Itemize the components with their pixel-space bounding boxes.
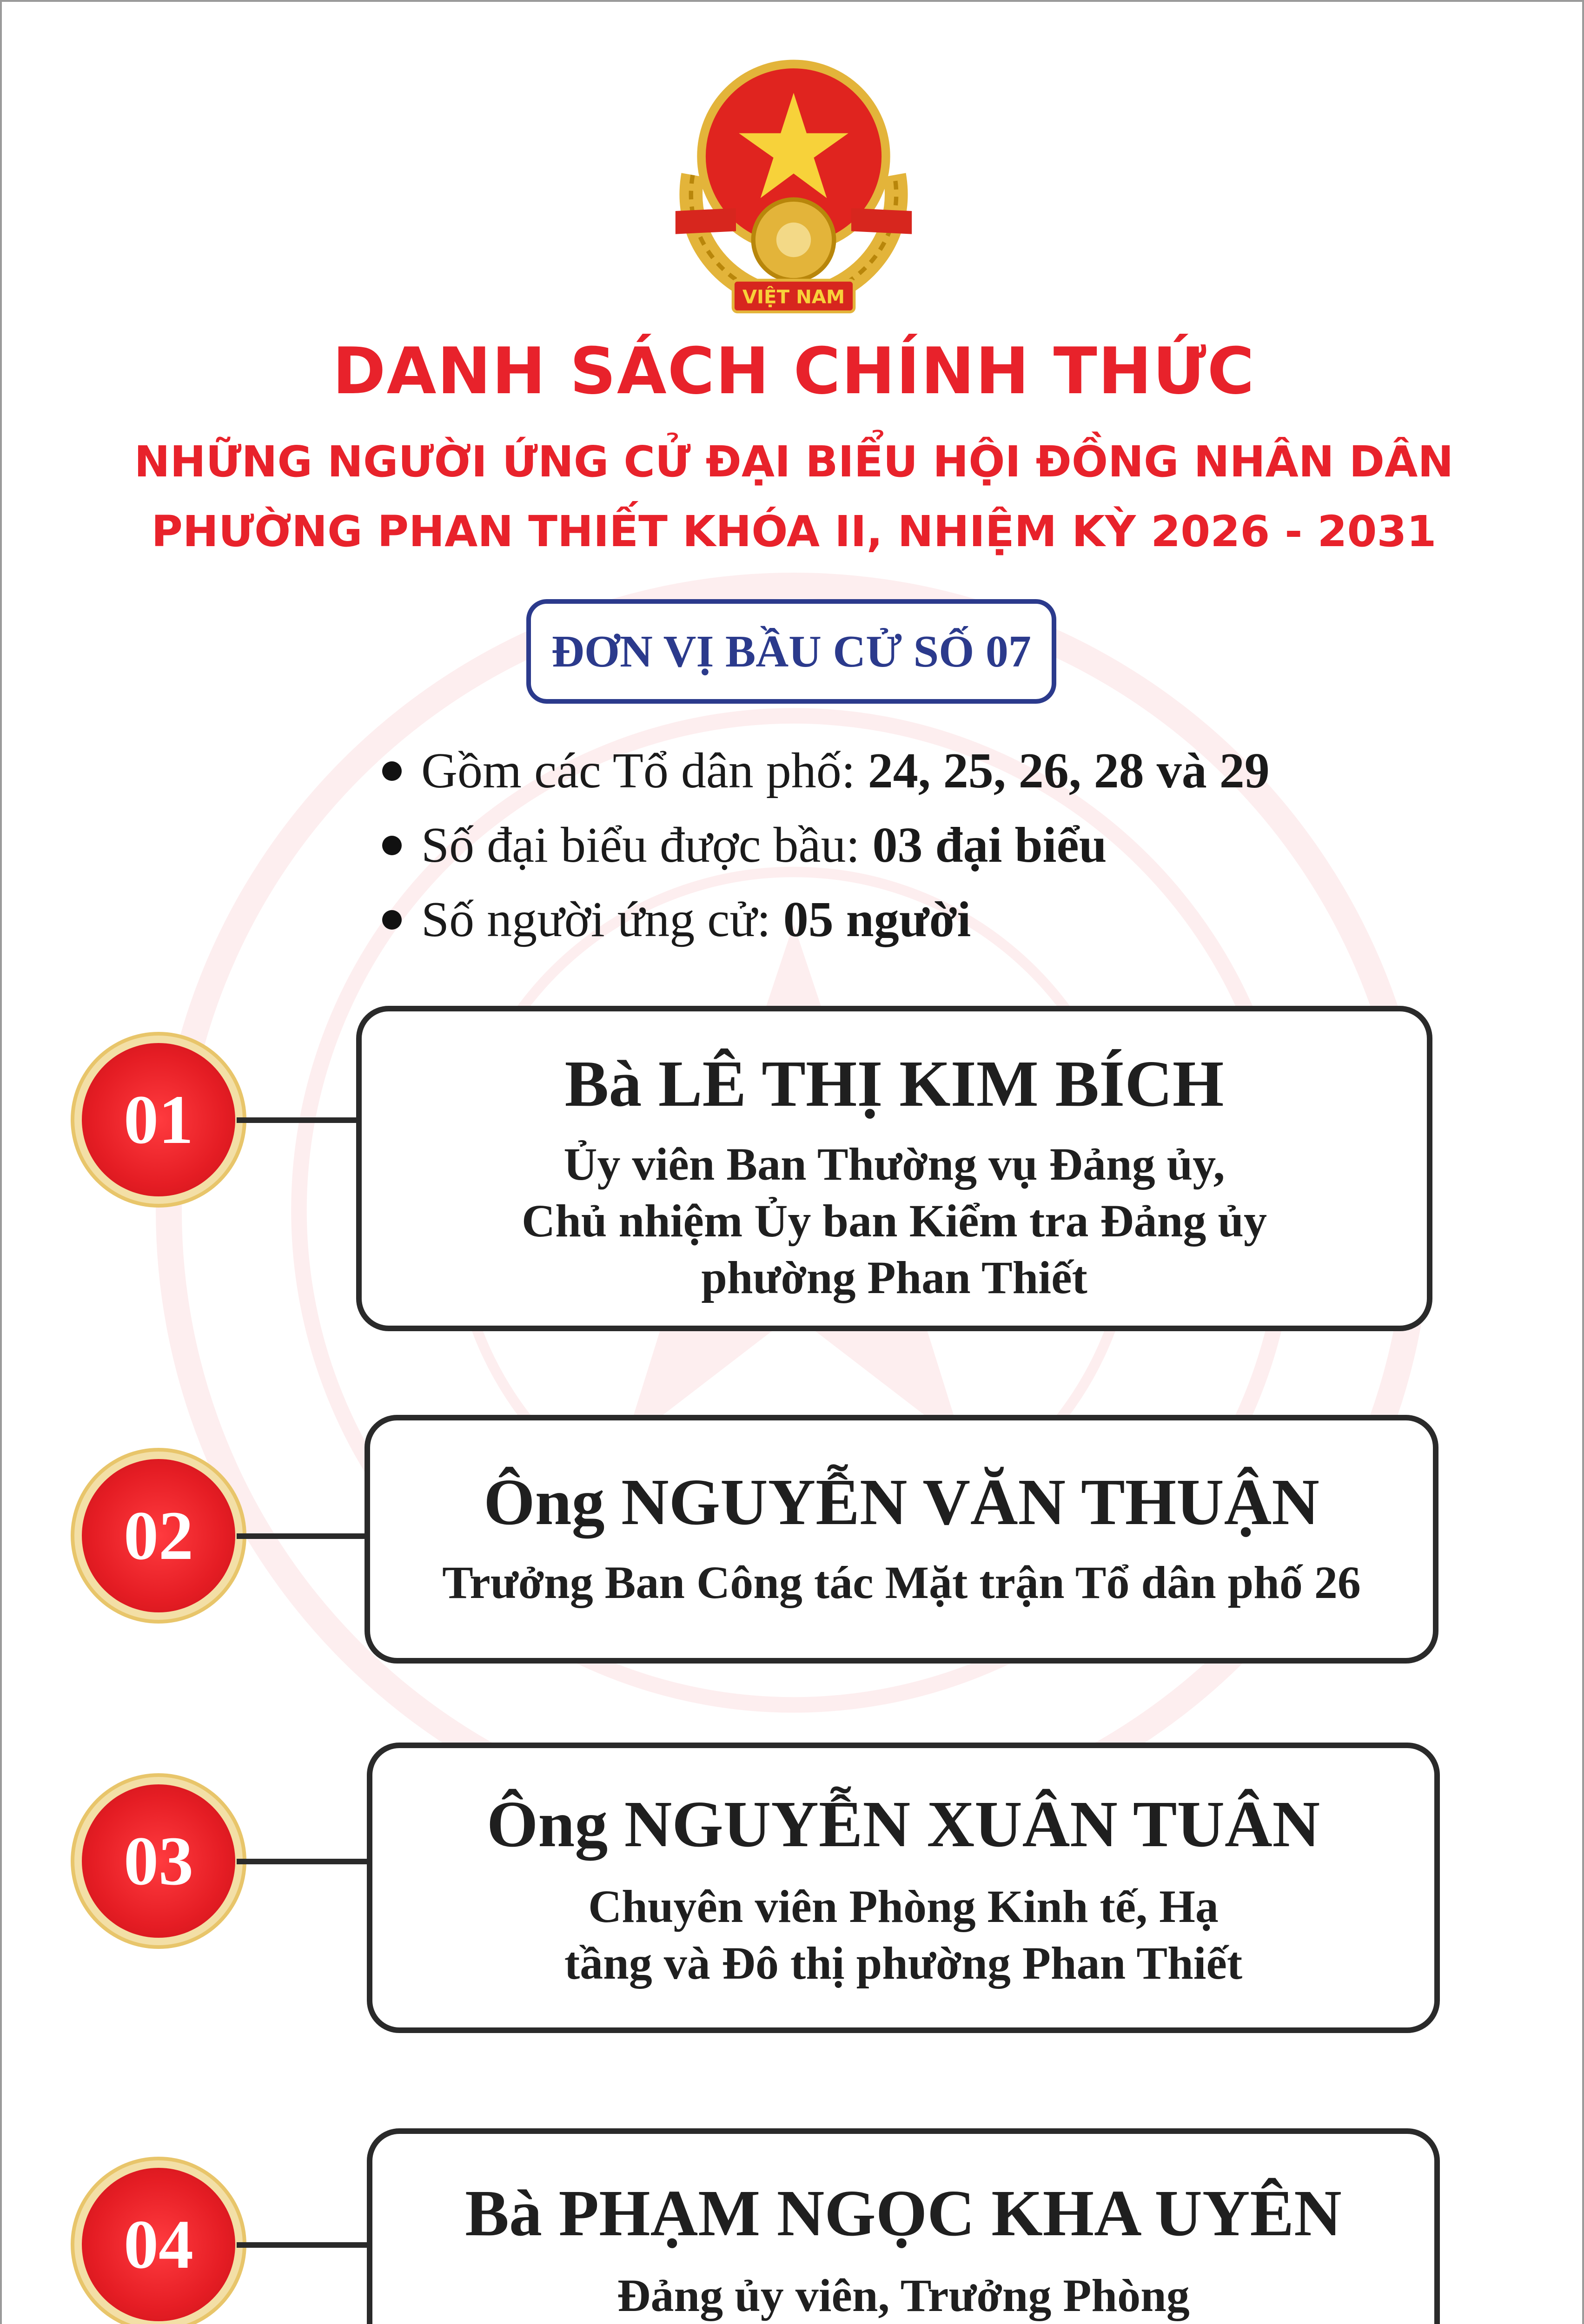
electoral-unit-badge: ĐƠN VỊ BẦU CỬ SỐ 07 — [526, 599, 1056, 704]
candidate-role-line: Đảng ủy viên, Trưởng Phòng — [617, 2270, 1190, 2321]
candidate-name: Bà LÊ THỊ KIM BÍCH — [564, 1047, 1224, 1120]
bullet-icon — [382, 761, 402, 781]
connector-line — [237, 1117, 360, 1123]
page-subtitle-line-1: NHỮNG NGƯỜI ỨNG CỬ ĐẠI BIỂU HỘI ĐỒNG NHÂN DÂN — [134, 437, 1454, 487]
info-item-candidate-count — [382, 883, 1498, 957]
info-value: 05 người — [783, 892, 971, 947]
candidate-number-badge: 04 — [82, 2168, 235, 2321]
info-value: 03 đại biểu — [872, 818, 1107, 873]
info-label: Số đại biểu được bầu: — [421, 818, 873, 873]
candidate-card — [365, 1415, 1438, 1664]
candidate-name: Bà PHẠM NGỌC KHA UYÊN — [465, 2176, 1342, 2250]
info-label: Gồm các Tổ dân phố: — [421, 743, 868, 799]
info-item-neighborhoods — [382, 734, 1498, 808]
candidate-card — [367, 2128, 1440, 2324]
unit-info-list — [382, 734, 1498, 957]
connector-line — [237, 2242, 371, 2248]
candidate-role-line: Chủ nhiệm Ủy ban Kiểm tra Đảng ủy — [522, 1195, 1267, 1247]
page-subtitle-line-2: PHƯỜNG PHAN THIẾT KHÓA II, NHIỆM KỲ 2026 - 2031 — [151, 507, 1437, 556]
info-value: 24, 25, 26, 28 và 29 — [868, 743, 1270, 799]
connector-line — [237, 1533, 369, 1539]
candidate-name: Ông NGUYỄN VĂN THUẬN — [484, 1465, 1319, 1538]
svg-text:VIỆT NAM: VIỆT NAM — [742, 286, 845, 308]
candidate-role-line: Ủy viên Ban Thường vụ Đảng ủy, — [563, 1138, 1225, 1190]
bullet-icon — [382, 910, 402, 930]
candidate-role-line: tầng và Đô thị phường Phan Thiết — [564, 1937, 1243, 1989]
connector-line — [237, 1859, 371, 1864]
info-item-delegate-count — [382, 808, 1498, 883]
candidate-card — [367, 1743, 1440, 2033]
candidate-role-line: Chuyên viên Phòng Kinh tế, Hạ — [588, 1881, 1219, 1932]
candidate-number-badge: 02 — [82, 1459, 235, 1612]
candidate-role-line: phường Phan Thiết — [701, 1252, 1087, 1303]
candidate-role-line: Trưởng Ban Công tác Mặt trận Tổ dân phố 26 — [442, 1557, 1361, 1608]
candidate-number-badge: 03 — [82, 1784, 235, 1938]
candidate-card — [356, 1006, 1432, 1331]
info-label: Số người ứng cử: — [421, 892, 783, 947]
candidate-name: Ông NGUYỄN XUÂN TUÂN — [486, 1787, 1320, 1861]
national-emblem-icon — [650, 38, 938, 326]
bullet-icon — [382, 836, 402, 855]
page-title: DANH SÁCH CHÍNH THỨC — [332, 334, 1255, 409]
candidate-number-badge: 01 — [82, 1043, 235, 1196]
